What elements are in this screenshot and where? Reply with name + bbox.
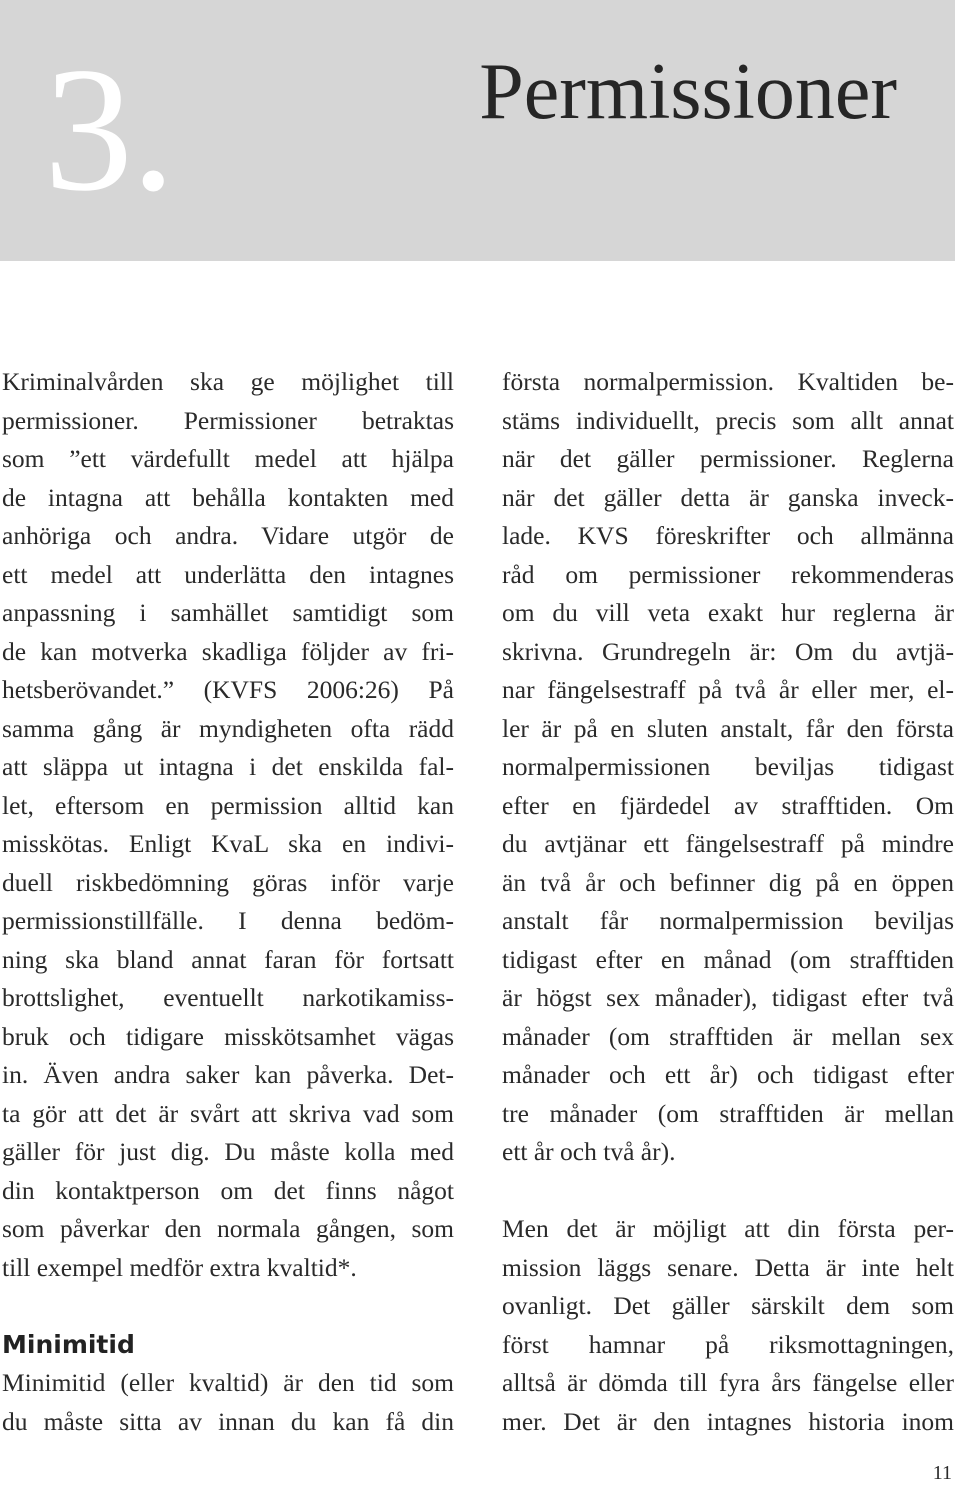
text-line: ett medel att underlätta den intagnes <box>2 559 454 589</box>
chapter-title: Permissioner <box>479 48 897 136</box>
chapter-header-band <box>0 0 955 261</box>
text-line: när det gäller detta är ganska inveck- <box>502 482 954 512</box>
page-number: 11 <box>932 1462 952 1484</box>
right-paragraph-2 <box>502 1210 954 1441</box>
text-line: nar fängelsestraff på två år eller mer, el- <box>502 675 954 704</box>
text-line: ler är på en sluten anstalt, får den första <box>502 713 954 743</box>
paragraph-gap <box>502 1172 954 1211</box>
section-heading-minimitid: Minimitid <box>2 1329 135 1359</box>
text-line: ta gör att det är svårt att skriva vad som <box>2 1098 454 1128</box>
text-line: råd om permissioner rekommenderas <box>502 559 954 589</box>
text-line: permissioner. Permissioner betraktas <box>2 405 454 435</box>
text-line: månader (om strafftiden är mellan sex <box>502 1021 954 1051</box>
text-line: mer. Det är den intagnes historia inom <box>502 1406 954 1436</box>
text-line: anstalt får normalpermission beviljas <box>502 906 954 935</box>
text-line: duell riskbedömning göras inför varje <box>2 867 454 897</box>
text-line: efter en fjärdedel av strafftiden. Om <box>502 790 954 820</box>
text-line: alltså är dömda till fyra års fängelse eller <box>502 1368 954 1397</box>
text-line: stäms individuellt, precis som allt annat <box>502 405 954 435</box>
paragraph-gap <box>2 1287 454 1326</box>
text-line: normalpermissionen beviljas tidigast <box>502 752 954 781</box>
text-line: in. Även andra saker kan påverka. Det- <box>2 1060 454 1089</box>
text-line: skrivna. Grundregeln är: Om du avtjä- <box>502 636 954 666</box>
text-line: let, eftersom en permission alltid kan <box>2 790 454 820</box>
text-line: bruk och tidigare misskötsamhet vägas <box>2 1021 454 1051</box>
text-line: första normalpermission. Kvaltiden be- <box>502 367 954 396</box>
text-line: Kriminalvården ska ge möjlighet till <box>2 367 454 396</box>
left-paragraph-2 <box>2 1364 454 1441</box>
text-line: anhöriga och andra. Vidare utgör de <box>2 521 454 550</box>
text-line: än två år och befinner dig på en öppen <box>502 867 954 897</box>
text-line: ett år och två år). <box>502 1137 676 1166</box>
text-line: gäller för just dig. Du måste kolla med <box>2 1137 454 1166</box>
text-line: till exempel medför extra kvaltid*. <box>2 1252 357 1282</box>
text-line: du måste sitta av innan du kan få din <box>2 1406 454 1436</box>
right-column <box>502 363 954 1441</box>
text-line: misskötas. Enligt KvaL ska en indivi- <box>2 829 454 858</box>
text-line: när det gäller permissioner. Reglerna <box>502 444 954 473</box>
text-line: ovanligt. Det gäller särskilt dem som <box>502 1291 954 1320</box>
text-line: som ”ett värdefullt medel att hjälpa <box>2 444 454 473</box>
text-line: samma gång är myndigheten ofta rädd <box>2 713 454 743</box>
text-line: mission läggs senare. Detta är inte helt <box>502 1252 954 1282</box>
text-line: ning ska bland annat faran för fortsatt <box>2 944 454 974</box>
text-line: de intagna att behålla kontakten med <box>2 482 454 512</box>
right-paragraph-1 <box>502 363 954 1172</box>
text-line: Men det är möjligt att din första per- <box>502 1214 954 1243</box>
text-line: är högst sex månader), tidigast efter två <box>502 983 954 1012</box>
text-line: tre månader (om strafftiden är mellan <box>502 1098 954 1128</box>
text-line: de kan motverka skadliga följder av fri- <box>2 636 454 666</box>
text-line: Minimitid (eller kvaltid) är den tid som <box>2 1368 454 1397</box>
left-paragraph-1 <box>2 363 454 1287</box>
text-line: månader och ett år) och tidigast efter <box>502 1060 954 1089</box>
text-line: lade. KVS föreskrifter och allmänna <box>502 521 954 550</box>
text-line: du avtjänar ett fängelsestraff på mindre <box>502 829 954 858</box>
left-column <box>2 363 454 1441</box>
text-line: anpassning i samhället samtidigt som <box>2 598 454 627</box>
text-line: tidigast efter en månad (om strafftiden <box>502 944 954 974</box>
text-line: om du vill veta exakt hur reglerna är <box>502 598 954 627</box>
text-line: brottslighet, eventuellt narkotikamiss- <box>2 983 454 1012</box>
text-line: först hamnar på riksmottagningen, <box>502 1329 954 1359</box>
chapter-number: 3. <box>44 30 174 228</box>
text-line: din kontaktperson om det finns något <box>2 1175 454 1205</box>
text-line: hetsberövandet.” (KVFS 2006:26) På <box>2 675 454 704</box>
text-line: som påverkar den normala gången, som <box>2 1214 454 1243</box>
text-line: permissionstillfälle. I denna bedöm- <box>2 906 454 935</box>
text-line: att släppa ut intagna i det enskilda fal- <box>2 752 454 781</box>
